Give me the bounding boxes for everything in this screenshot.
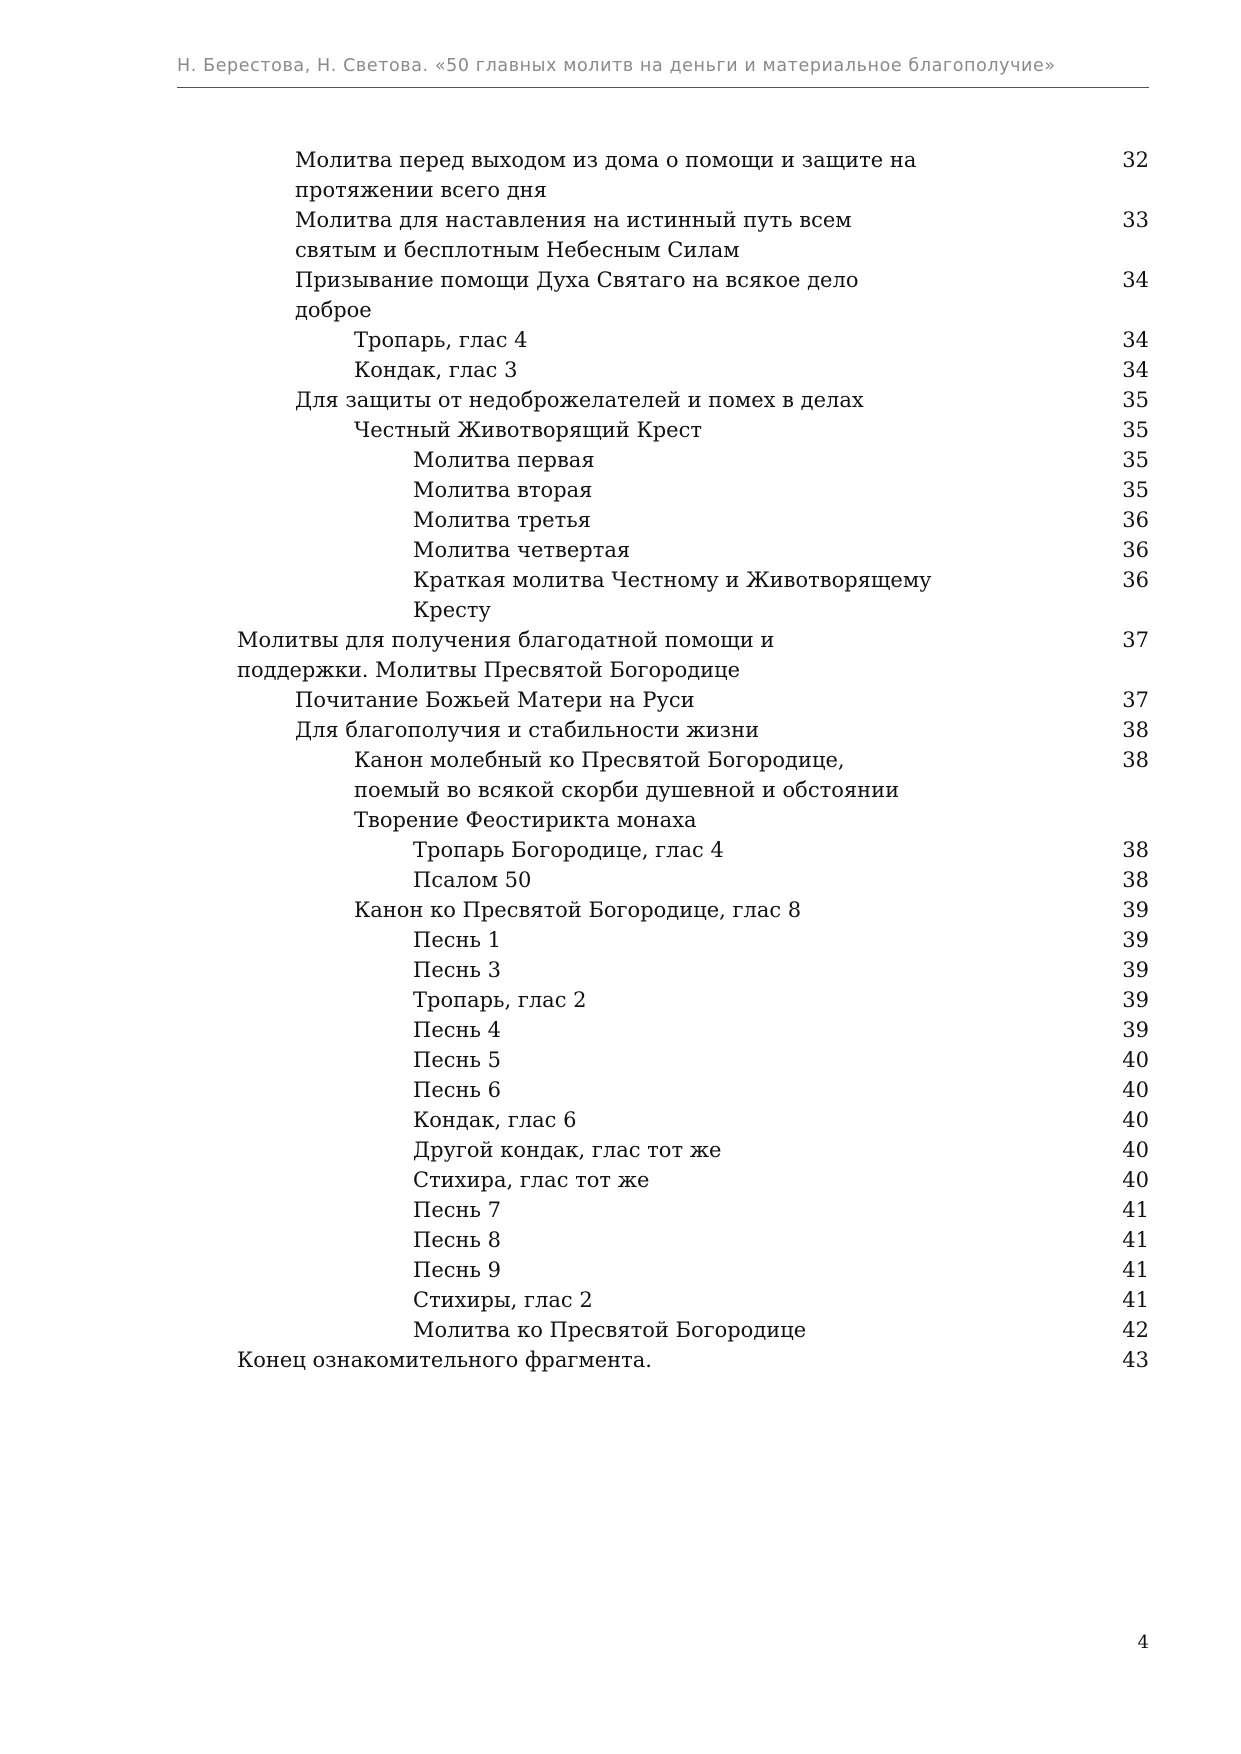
toc-entry-title: Песнь 9 — [413, 1258, 501, 1282]
toc-entry-page: 36 — [1122, 508, 1149, 532]
toc-entry-page: 40 — [1122, 1138, 1149, 1162]
toc-entry[interactable] — [177, 1135, 1149, 1165]
running-header: Н. Берестова, Н. Светова. «50 главных молитв на деньги и материальное благополучие» — [177, 56, 1056, 76]
toc-entry-page: 41 — [1122, 1198, 1149, 1222]
toc-entry[interactable] — [177, 445, 1149, 475]
toc-entry-page: 41 — [1122, 1258, 1149, 1282]
toc-entry-title: Песнь 7 — [413, 1198, 501, 1222]
toc-entry-title: Стихиры, глас 2 — [413, 1288, 593, 1312]
toc-entry-title: Молитва для наставления на истинный путь всем святым и бесплотным Небесным Силам — [295, 208, 852, 262]
toc-entry-title: Песнь 6 — [413, 1078, 501, 1102]
toc-entry-title: Для благополучия и стабильности жизни — [295, 718, 760, 742]
toc-entry-page: 32 — [1122, 148, 1149, 172]
toc-entry[interactable] — [177, 505, 1149, 535]
toc-entry-title: Конец ознакомительного фрагмента. — [237, 1348, 652, 1372]
toc-entry[interactable] — [177, 1285, 1149, 1315]
toc-entry-title: Призывание помощи Духа Святаго на всякое дело доброе — [295, 268, 859, 322]
toc-entry-page: 38 — [1122, 868, 1149, 892]
toc-entry[interactable] — [177, 385, 1149, 415]
toc-entry-page: 39 — [1122, 958, 1149, 982]
toc-entry[interactable] — [177, 1225, 1149, 1255]
toc-entry-title: Молитва первая — [413, 448, 595, 472]
toc-entry-title: Молитва четвертая — [413, 538, 631, 562]
table-of-contents — [177, 145, 1149, 1375]
toc-entry[interactable] — [177, 865, 1149, 895]
toc-entry[interactable] — [177, 1075, 1149, 1105]
toc-entry-page: 40 — [1122, 1168, 1149, 1192]
toc-entry[interactable] — [177, 265, 1149, 325]
toc-entry-title: Молитва ко Пресвятой Богородице — [413, 1318, 807, 1342]
toc-entry[interactable] — [177, 415, 1149, 445]
toc-entry-title: Краткая молитва Честному и Животворящему Кресту — [413, 568, 932, 622]
toc-entry-page: 36 — [1122, 538, 1149, 562]
toc-entry-page: 36 — [1122, 568, 1149, 592]
toc-entry-page: 41 — [1122, 1228, 1149, 1252]
toc-entry-page: 38 — [1122, 748, 1149, 772]
toc-entry-title: Кондак, глас 6 — [413, 1108, 577, 1132]
toc-entry[interactable] — [177, 1345, 1149, 1375]
toc-entry-page: 42 — [1122, 1318, 1149, 1342]
toc-entry-page: 37 — [1122, 628, 1149, 652]
toc-entry-page: 38 — [1122, 838, 1149, 862]
toc-entry-page: 35 — [1122, 418, 1149, 442]
toc-entry-title: Стихира, глас тот же — [413, 1168, 650, 1192]
toc-entry-page: 34 — [1122, 268, 1149, 292]
toc-entry[interactable] — [177, 1045, 1149, 1075]
toc-entry-title: Тропарь, глас 4 — [354, 328, 528, 352]
toc-entry-page: 40 — [1122, 1048, 1149, 1072]
toc-entry[interactable] — [177, 1255, 1149, 1285]
toc-entry[interactable] — [177, 835, 1149, 865]
toc-entry-title: Для защиты от недоброжелателей и помех в делах — [295, 388, 864, 412]
toc-entry[interactable] — [177, 1015, 1149, 1045]
toc-entry-title: Молитвы для получения благодатной помощи и поддержки. Молитвы Пресвятой Богородице — [237, 628, 775, 682]
toc-entry-title: Почитание Божьей Матери на Руси — [295, 688, 695, 712]
toc-entry[interactable] — [177, 895, 1149, 925]
toc-entry-page: 33 — [1122, 208, 1149, 232]
toc-entry[interactable] — [177, 985, 1149, 1015]
toc-entry-title: Честный Животворящий Крест — [354, 418, 702, 442]
toc-entry-page: 39 — [1122, 928, 1149, 952]
toc-entry-page: 35 — [1122, 448, 1149, 472]
header-divider — [177, 87, 1149, 88]
toc-entry[interactable] — [177, 475, 1149, 505]
toc-entry-title: Канон молебный ко Пресвятой Богородице, поемый во всякой скорби душевной и обстоянии Творение Феостирикта монаха — [354, 748, 900, 832]
toc-entry-page: 34 — [1122, 358, 1149, 382]
toc-entry[interactable] — [177, 955, 1149, 985]
toc-entry-title: Другой кондак, глас тот же — [413, 1138, 722, 1162]
toc-entry-page: 39 — [1122, 898, 1149, 922]
page-number: 4 — [1137, 1632, 1149, 1653]
toc-entry-title: Канон ко Пресвятой Богородице, глас 8 — [354, 898, 802, 922]
toc-entry-title: Тропарь, глас 2 — [413, 988, 587, 1012]
toc-entry-page: 40 — [1122, 1078, 1149, 1102]
toc-entry-title: Молитва третья — [413, 508, 591, 532]
toc-entry-page: 39 — [1122, 1018, 1149, 1042]
toc-entry-title: Песнь 1 — [413, 928, 501, 952]
toc-entry[interactable] — [177, 1165, 1149, 1195]
toc-entry-title: Песнь 4 — [413, 1018, 501, 1042]
toc-entry[interactable] — [177, 1315, 1149, 1345]
toc-entry-page: 34 — [1122, 328, 1149, 352]
toc-entry[interactable] — [177, 565, 1149, 625]
toc-entry[interactable] — [177, 535, 1149, 565]
toc-entry-title: Кондак, глас 3 — [354, 358, 518, 382]
toc-entry-title: Псалом 50 — [413, 868, 532, 892]
toc-entry-title: Песнь 8 — [413, 1228, 501, 1252]
toc-entry-page: 43 — [1122, 1348, 1149, 1372]
toc-entry[interactable] — [177, 685, 1149, 715]
toc-entry-title: Песнь 5 — [413, 1048, 501, 1072]
toc-entry-title: Молитва перед выходом из дома о помощи и защите на протяжении всего дня — [295, 148, 917, 202]
toc-entry[interactable] — [177, 925, 1149, 955]
toc-entry[interactable] — [177, 325, 1149, 355]
toc-entry[interactable] — [177, 1105, 1149, 1135]
toc-entry-page: 38 — [1122, 718, 1149, 742]
toc-entry[interactable] — [177, 1195, 1149, 1225]
toc-entry-title: Песнь 3 — [413, 958, 501, 982]
toc-entry[interactable] — [177, 355, 1149, 385]
toc-entry-page: 39 — [1122, 988, 1149, 1012]
toc-entry-title: Тропарь Богородице, глас 4 — [413, 838, 724, 862]
toc-entry[interactable] — [177, 715, 1149, 745]
toc-entry-page: 41 — [1122, 1288, 1149, 1312]
toc-entry-page: 35 — [1122, 478, 1149, 502]
toc-entry-page: 37 — [1122, 688, 1149, 712]
toc-entry[interactable] — [177, 745, 1149, 835]
toc-entry[interactable] — [177, 145, 1149, 205]
toc-entry[interactable] — [177, 625, 1149, 685]
toc-entry-page: 35 — [1122, 388, 1149, 412]
toc-entry-title: Молитва вторая — [413, 478, 593, 502]
toc-entry[interactable] — [177, 205, 1149, 265]
toc-entry-page: 40 — [1122, 1108, 1149, 1132]
